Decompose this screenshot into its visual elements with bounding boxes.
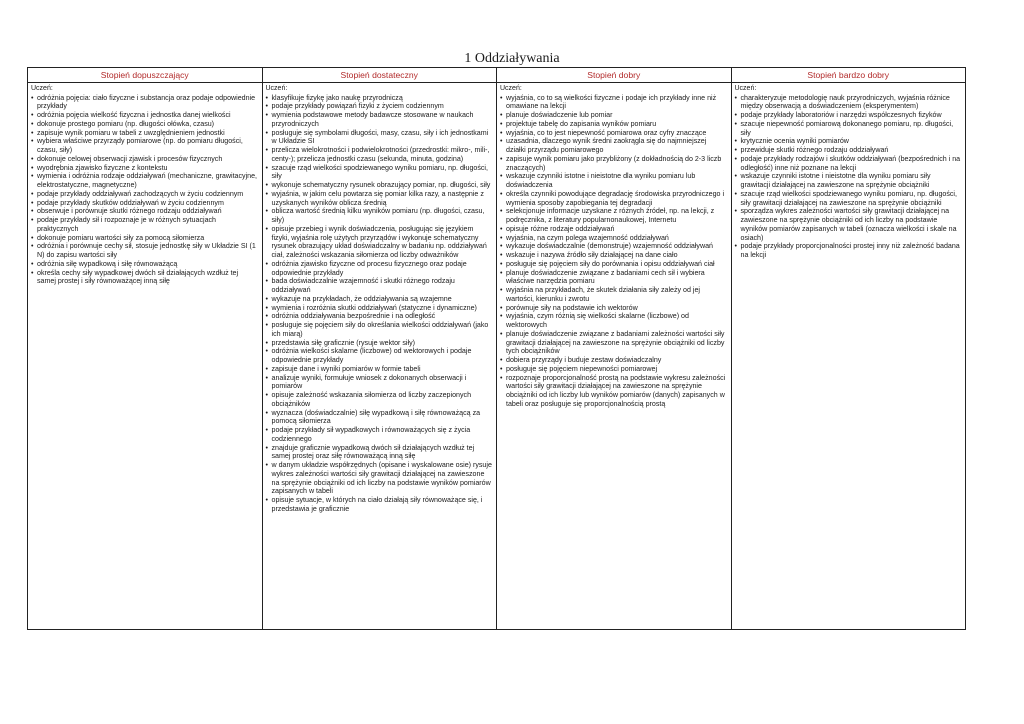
list-item: • rozpoznaje proporcjonalność prostą na podstawie wykresu zależności wartości siły grawitacji działającej na zawieszone na sprężynie obciążniki od ich liczby lub wyników pomiarów (danych) zapisanych w tabeli oraz posługuje się proporcjonalnością prostą	[500, 374, 728, 409]
list-item: • podaje przykłady rodzajów i skutków oddziaływań (bezpośrednich i na odległość) inne niż poznane na lekcji	[735, 155, 963, 173]
requirement-list	[31, 94, 259, 287]
list-item: • posługuje się pojęciem siły do określania wielkości oddziaływań (jako ich miarą)	[266, 321, 494, 339]
list-item: • wyjaśnia, na czym polega wzajemność oddziaływań	[500, 234, 728, 243]
list-item: • odróżnia siłę wypadkową i siłę równoważącą	[31, 260, 259, 269]
column-header-bardzo-dobry: Stopień bardzo dobry	[807, 70, 890, 80]
list-item: • klasyfikuje fizykę jako naukę przyrodniczą	[266, 94, 494, 103]
list-item: • dokonuje celowej obserwacji zjawisk i procesów fizycznych	[31, 155, 259, 164]
list-item: • sporządza wykres zależności wartości siły grawitacji działającej na zawieszone na sprężynie obciążniki od ich liczby na podstawie wyników pomiarów zapisanych w tabeli (oznacza wielkości i skale na osiach)	[735, 207, 963, 242]
list-item: • wyjaśnia, w jakim celu powtarza się pomiar kilka razy, a następnie z uzyskanych wyników oblicza średnią	[266, 190, 494, 208]
list-item: • porównuje siły na podstawie ich wektorów	[500, 304, 728, 313]
list-item: • odróżnia zjawisko fizyczne od procesu fizycznego oraz podaje odpowiednie przykłady	[266, 260, 494, 278]
list-item: • wskazuje i nazywa źródło siły działającej na dane ciało	[500, 251, 728, 260]
list-item: • szacuje niepewność pomiarową dokonanego pomiaru, np. długości, siły	[735, 120, 963, 138]
list-item: • podaje przykłady laboratoriów i narzędzi współczesnych fizyków	[735, 111, 963, 120]
list-item: • wyodrębnia zjawisko fizyczne z kontekstu	[31, 164, 259, 173]
list-item: • wyjaśnia, co to są wielkości fizyczne i podaje ich przykłady inne niż omawiane na lekcji	[500, 94, 728, 112]
list-item: • podaje przykłady oddziaływań zachodzących w życiu codziennym	[31, 190, 259, 199]
list-item: • odróżnia i porównuje cechy sił, stosuje jednostkę siły w Układzie SI (1 N) do zapisu wartości siły	[31, 242, 259, 260]
list-item: • wymienia i odróżnia rodzaje oddziaływań (mechaniczne, grawitacyjne, elektrostatyczne, magnetyczne)	[31, 172, 259, 190]
list-item: • w danym układzie współrzędnych (opisane i wyskalowane osie) rysuje wykres zależności wartości siły grawitacji działającej na zawieszone na sprężynie obciążniki od ich liczby na podstawie wyników pomiarów zapisanych w tabeli	[266, 461, 494, 496]
list-item: • projektuje tabelę do zapisania wyników pomiaru	[500, 120, 728, 129]
column-lead: Uczeń:	[734, 85, 757, 92]
list-item: • wymienia podstawowe metody badawcze stosowane w naukach przyrodniczych	[266, 111, 494, 129]
list-item: • szacuje rząd wielkości spodziewanego wyniku pomiaru, np. długości, siły grawitacji działającej na zawieszone na sprężynie obciążniki	[735, 190, 963, 208]
list-item: • charakteryzuje metodologię nauk przyrodniczych, wyjaśnia różnice między obserwacją a doświadczeniem (eksperymentem)	[735, 94, 963, 112]
list-item: • znajduje graficznie wypadkową dwóch sił działających wzdłuż tej samej prostej oraz siłę równoważącą inną siłę	[266, 444, 494, 462]
list-item: • opisuje zależność wskazania siłomierza od liczby zaczepionych obciążników	[266, 391, 494, 409]
column-lead: Uczeń:	[265, 85, 288, 92]
list-item: • dokonuje prostego pomiaru (np. długości ołówka, czasu)	[31, 120, 259, 129]
list-item: • wykazuje doświadczalnie (demonstruje) wzajemność oddziaływań	[500, 242, 728, 251]
list-item: • planuje doświadczenie związane z badaniami zależności wartości siły grawitacji działającej na zawieszone na sprężynie obciążniki od liczby tych obciążników	[500, 330, 728, 356]
list-item: • planuje doświadczenie związane z badaniami cech sił i wybiera właściwe narzędzia pomiaru	[500, 269, 728, 287]
list-item: • wyznacza (doświadczalnie) siłę wypadkową i siłę równoważącą za pomocą siłomierza	[266, 409, 494, 427]
list-item: • podaje przykłady powiązań fizyki z życiem codziennym	[266, 102, 494, 111]
list-item: • wskazuje czynniki istotne i nieistotne dla wyniku pomiaru lub doświadczenia	[500, 172, 728, 190]
list-item: • wyjaśnia na przykładach, że skutek działania siły zależy od jej wartości, kierunku i zwrotu	[500, 286, 728, 304]
list-item: • analizuje wyniki, formułuje wniosek z dokonanych obserwacji i pomiarów	[266, 374, 494, 392]
list-item: • zapisuje wynik pomiaru w tabeli z uwzględnieniem jednostki	[31, 129, 259, 138]
list-item: • szacuje rząd wielkości spodziewanego wyniku pomiaru, np. długości, siły	[266, 164, 494, 182]
list-item: • posługuje się pojęciem siły do porównania i opisu oddziaływań ciał	[500, 260, 728, 269]
column-header-dopuszczajacy: Stopień dopuszczający	[28, 68, 263, 82]
table-header-row	[28, 68, 965, 83]
list-item: • planuje doświadczenie lub pomiar	[500, 111, 728, 120]
list-item: • podaje przykłady proporcjonalności prostej inny niż zależność badana na lekcji	[735, 242, 963, 260]
list-item: • posługuje się symbolami długości, masy, czasu, siły i ich jednostkami w Układzie SI	[266, 129, 494, 147]
page-title: 1 Oddziaływania	[464, 51, 560, 66]
list-item: • odróżnia pojęcia wielkość fizyczna i jednostka danej wielkości	[31, 111, 259, 120]
list-item: • wskazuje czynniki istotne i nieistotne dla wyniku pomiaru siły grawitacji działającej na zawieszone na sprężynie obciążniki	[735, 172, 963, 190]
table-body-row	[28, 83, 965, 629]
requirements-table	[27, 67, 966, 630]
column-dopuszczajacy	[28, 83, 263, 629]
list-item: • opisuje sytuacje, w których na ciało działają siły równoważące się, i przedstawia je graficznie	[266, 496, 494, 514]
column-dobry	[497, 83, 732, 629]
list-item: • obserwuje i porównuje skutki różnego rodzaju oddziaływań	[31, 207, 259, 216]
requirement-list	[266, 94, 494, 514]
column-bardzo-dobry	[732, 83, 966, 629]
list-item: • przelicza wielokrotności i podwielokrotności (przedrostki: mikro-, mili-, centy-); przelicza jednostki czasu (sekunda, minuta, godzina)	[266, 146, 494, 164]
list-item: • opisuje przebieg i wynik doświadczenia, posługując się językiem fizyki, wyjaśnia rolę użytych przyrządów i wykonuje schematyczny rysunek obrazujący układ doświadczalny w badaniu np. oddziaływań ciał, zależności wskazania siłomierza od liczby odważników	[266, 225, 494, 260]
list-item: • podaje przykłady sił i rozpoznaje je w różnych sytuacjach praktycznych	[31, 216, 259, 234]
list-item: • dokonuje pomiaru wartości siły za pomocą siłomierza	[31, 234, 259, 243]
column-lead: Uczeń:	[31, 85, 53, 92]
list-item: • przedstawia siłę graficznie (rysuje wektor siły)	[266, 339, 494, 348]
list-item: • zapisuje dane i wyniki pomiarów w formie tabeli	[266, 365, 494, 374]
list-item: • podaje przykłady sił wypadkowych i równoważących się z życia codziennego	[266, 426, 494, 444]
requirement-list	[500, 94, 728, 409]
list-item: • bada doświadczalnie wzajemność i skutki różnego rodzaju oddziaływań	[266, 277, 494, 295]
list-item: • dobiera przyrządy i buduje zestaw doświadczalny	[500, 356, 728, 365]
column-lead: Uczeń:	[500, 85, 522, 92]
list-item: • uzasadnia, dlaczego wynik średni zaokrągla się do najmniejszej działki przyrządu pomiarowego	[500, 137, 728, 155]
list-item: • określa cechy siły wypadkowej dwóch sił działających wzdłuż tej samej prostej i siły równoważącej inną siłę	[31, 269, 259, 287]
list-item: • opisuje różne rodzaje oddziaływań	[500, 225, 728, 234]
list-item: • wyjaśnia, czym różnią się wielkości skalarne (liczbowe) od wektorowych	[500, 312, 728, 330]
list-item: • krytycznie ocenia wyniki pomiarów	[735, 137, 963, 146]
list-item: • odróżnia pojęcia: ciało fizyczne i substancja oraz podaje odpowiednie przykłady	[31, 94, 259, 112]
list-item: • wyjaśnia, co to jest niepewność pomiarowa oraz cyfry znaczące	[500, 129, 728, 138]
list-item: • oblicza wartość średnią kilku wyników pomiaru (np. długości, czasu, siły)	[266, 207, 494, 225]
list-item: • określa czynniki powodujące degradację środowiska przyrodniczego i wymienia sposoby zapobiegania tej degradacji	[500, 190, 728, 208]
list-item: • odróżnia oddziaływania bezpośrednie i na odległość	[266, 312, 494, 321]
column-header-dobry: Stopień dobry	[497, 68, 732, 82]
list-item: • wymienia i rozróżnia skutki oddziaływań (statyczne i dynamiczne)	[266, 304, 494, 313]
column-dostateczny	[263, 83, 498, 629]
list-item: • podaje przykłady skutków oddziaływań w życiu codziennym	[31, 199, 259, 208]
list-item: • selekcjonuje informacje uzyskane z różnych źródeł, np. na lekcji, z podręcznika, z literatury popularnonaukowej, Internetu	[500, 207, 728, 225]
column-header-dostateczny: Stopień dostateczny	[263, 68, 498, 82]
list-item: • wykonuje schematyczny rysunek obrazujący pomiar, np. długości, siły	[266, 181, 494, 190]
list-item: • zapisuje wynik pomiaru jako przybliżony (z dokładnością do 2-3 liczb znaczących)	[500, 155, 728, 173]
requirement-list	[735, 94, 963, 260]
list-item: • wybiera właściwe przyrządy pomiarowe (np. do pomiaru długości, czasu, siły)	[31, 137, 259, 155]
list-item: • wykazuje na przykładach, że oddziaływania są wzajemne	[266, 295, 494, 304]
list-item: • odróżnia wielkości skalarne (liczbowe) od wektorowych i podaje odpowiednie przykłady	[266, 347, 494, 365]
list-item: • posługuje się pojęciem niepewności pomiarowej	[500, 365, 728, 374]
list-item: • przewiduje skutki różnego rodzaju oddziaływań	[735, 146, 963, 155]
